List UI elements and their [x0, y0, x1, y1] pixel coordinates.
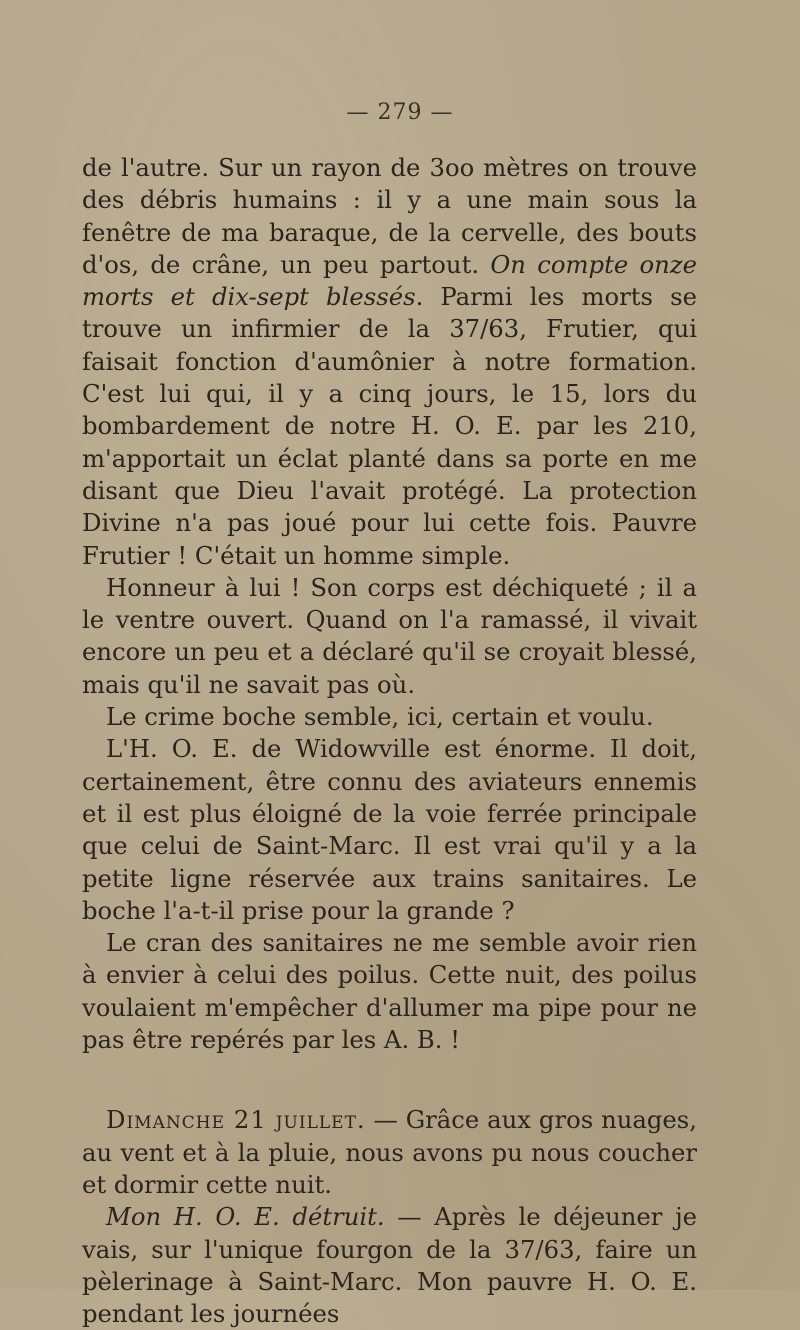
paragraph-1-part-b: . Parmi les morts se trouve un infirmier de la 37/63, Frutier, qui faisait fonction d'aumônier à notre formation. C'est lui qui, il y a cinq jours, le 15, lors du bombardement de notre H. O. E. par les 210, m'apportait un éclat planté dans sa porte en me disant que Dieu l'avait protégé. La protection Divine n'a pas joué pour lui cette fois. Pauvre Frutier ! C'était un homme simple.	[82, 282, 698, 570]
paragraph-1	[82, 152, 697, 572]
paragraph-6	[82, 1104, 697, 1201]
paragraph-7-text: — Après le déjeuner je vais, sur l'unique fourgon de la 37/63, faire un pèlerinage à Saint-Marc. Mon pauvre H. O. E. pendant les journées	[82, 1202, 698, 1329]
body-text	[82, 152, 697, 1330]
casualty-count-italic: On compte onze morts et dix-sept blessés	[82, 249, 697, 312]
page-number: — 279 —	[346, 100, 454, 125]
paragraph-3: Le crime boche semble, ici, certain et voulu.	[106, 702, 654, 732]
paragraph-1-part-a: de l'autre. Sur un rayon de 3oo mètres on trouve des débris humains : il y a une main sous la fenêtre de ma baraque, de la cervelle, des bouts d'os, de crâne, un peu partout.	[82, 153, 697, 279]
date-heading: Dimanche 21 juillet.	[106, 1105, 366, 1135]
paragraph-4: L'H. O. E. de Widowville est énorme. Il doit, certainement, être connu des aviateurs ennemis et il est plus éloigné de la voie ferrée principale que celui de Saint-Marc. Il est vrai qu'il y a la petite ligne réservée aux trains sanitaires. Le boche l'a-t-il prise pour la grande ?	[82, 734, 697, 925]
paragraph-2: Honneur à lui ! Son corps est déchiqueté ; il a le ventre ouvert. Quand on l'a ramassé, il vivait encore un peu et a déclaré qu'il se croyait blessé, mais qu'il ne savait pas où.	[82, 572, 697, 699]
paragraph-7	[82, 1201, 697, 1330]
paragraph-5: Le cran des sanitaires ne me semble avoir rien à envier à celui des poilus. Cette nuit, des poilus voulaient m'empêcher d'allumer ma pipe pour ne pas être repérés par les A. B. !	[82, 928, 697, 1055]
paragraph-6-text: — Grâce aux gros nuages, au vent et à la pluie, nous avons pu nous coucher et dormir cette nuit.	[82, 1105, 697, 1199]
section-title-italic: Mon H. O. E. détruit.	[106, 1202, 385, 1232]
